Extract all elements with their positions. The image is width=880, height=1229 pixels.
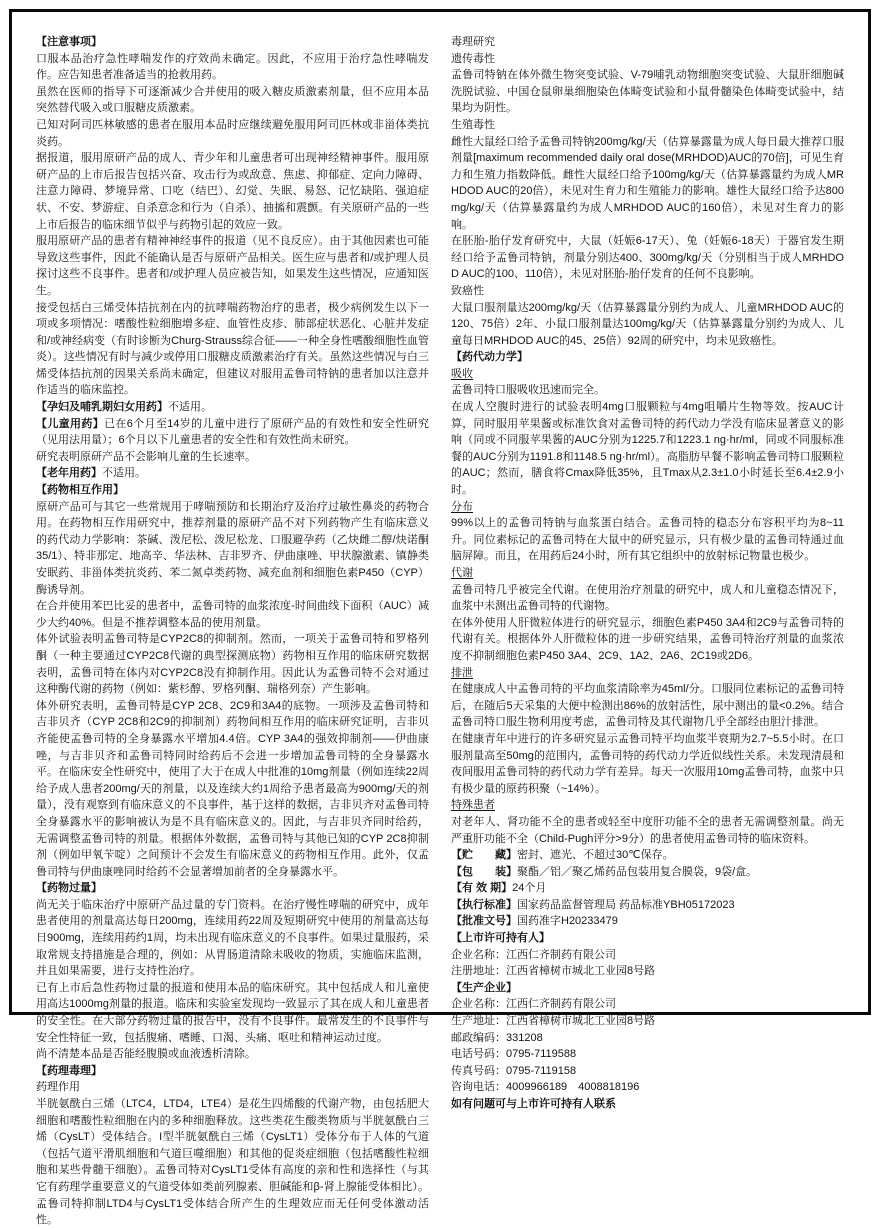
- text-content: 生产地址：江西省樟树市城北工业园8号路: [451, 1015, 656, 1028]
- text-content: 注册地址：江西省樟树市城北工业园8号路: [451, 965, 656, 978]
- text-content: 分布: [451, 500, 473, 513]
- underlined-sub-heading: [451, 499, 844, 516]
- section-heading: [451, 930, 844, 947]
- text-content: 99%以上的孟鲁司特钠与血浆蛋白结合。孟鲁司特的稳态分布容积平均为8~11升。同位素标记的孟鲁司特在大鼠中的研究显示，只有极少量的孟鲁司特通过血脑屏障。而且，在用药后24小时，所有其它组织中的放射标记物量也极少。: [451, 517, 844, 563]
- paragraph: [451, 615, 844, 665]
- paragraph: [36, 1096, 429, 1229]
- paragraph: [451, 1079, 844, 1096]
- paragraph: [36, 698, 429, 881]
- bracket-heading-label: 【贮 藏】: [451, 849, 517, 862]
- text-content: 传真号码：0795-7119158: [451, 1064, 577, 1077]
- paragraph: [451, 947, 844, 964]
- text-content: 遗传毒性: [451, 52, 495, 65]
- paragraph: [36, 233, 429, 299]
- sub-heading: [451, 117, 844, 134]
- paragraph: [36, 117, 429, 150]
- paragraph: [36, 897, 429, 980]
- text-content: 在合并使用苯巴比妥的患者中，孟鲁司特的血浆浓度-时间曲线下面积（AUC）减少大约40%。但是不推荐调整本品的使用剂量。: [36, 600, 429, 629]
- text-content: 不适用。: [102, 467, 146, 480]
- labeled-field: [451, 847, 844, 864]
- paragraph: [451, 1046, 844, 1063]
- paragraph: [36, 980, 429, 1046]
- labeled-field: [36, 416, 429, 449]
- paragraph: [36, 598, 429, 631]
- paragraph: [451, 996, 844, 1013]
- labeled-field: [36, 399, 429, 416]
- paragraph: [36, 631, 429, 697]
- text-content: 接受包括白三烯受体拮抗剂在内的抗哮喘药物治疗的患者，极少病例发生以下一项或多项情况：嗜酸性粒细胞增多症、血管性皮疹、肺部症状恶化、心脏并发症和/或神经病变（有时诊断为Churg-Strauss综合征——一种全身性嗜酸细胞性血管炎）。这些情况有时与减少或停用口服糖皮质激素治疗有关。虽然这些情况与白三烯受体拮抗剂的因果关系尚未确定，但建议对服用孟鲁司特钠的患者加以注意并作适当的临床监控。: [36, 301, 429, 397]
- underlined-sub-heading: [451, 565, 844, 582]
- text-content: 大鼠口服剂量达200mg/kg/天（估算暴露量分别约为成人、儿童MRHDOD AUC的120、75倍）2年、小鼠口服剂量达100mg/kg/天（估算暴露量分别约为成人、儿童每日MRHDOD AUC的45、25倍）92周的研究中，均未见致癌性。: [451, 301, 844, 347]
- bracket-heading-label: 【药物过量】: [36, 882, 102, 895]
- text-content: 电话号码：0795-7119588: [451, 1048, 577, 1061]
- text-content: 吸收: [451, 367, 473, 380]
- bracket-heading-label: 【老年用药】: [36, 467, 102, 480]
- text-content: 原研产品可与其它一些常规用于哮喘预防和长期治疗及治疗过敏性鼻炎的药物合用。在药物相互作用研究中，推荐剂量的原研产品不对下列药物产生有临床意义的药代动力学影响：茶碱、泼尼松、泼尼松龙、口服避孕药（乙炔雌二醇/炔诺酮35/1）、特非那定、地高辛、华法林、吉非罗齐、伊曲康唑、甲状腺激素、镇静类安眠药、非甾体类抗炎药、苯二氮卓类药物、减充血剂和细胞色素P450（CYP）酶诱导剂。: [36, 500, 429, 596]
- labeled-field: [451, 913, 844, 930]
- text-content: 国家药品监督管理局 药品标准YBH05172023: [517, 898, 735, 911]
- text-content: 国药准字H20233479: [517, 915, 618, 928]
- text-content: 尚不清楚本品是否能经腹膜或血液透析清除。: [36, 1048, 256, 1061]
- text-content: 在体外使用人肝微粒体进行的研究显示，细胞色素P450 3A4和2C9与孟鲁司特的代谢有关。根据体外人肝微粒体的进一步研究结果，孟鲁司特治疗剂量的血浆浓度不抑制细胞色素P450 3A4、2C9、1A2、2A6、2C19或2D6。: [451, 616, 844, 662]
- text-content: 口服本品治疗急性哮喘发作的疗效尚未确定。因此，不应用于治疗急性哮喘发作。应告知患者准备适当的抢救用药。: [36, 52, 429, 82]
- text-content: 孟鲁司特几乎被完全代谢。在使用治疗剂量的研究中，成人和儿童稳态情况下，血浆中未测出孟鲁司特的代谢物。: [451, 583, 844, 613]
- paragraph: [451, 731, 844, 797]
- text-content: 24个月: [512, 882, 547, 895]
- text-content: 体外研究表明，孟鲁司特是CYP 2C8、2C9和3A4的底物。一项涉及孟鲁司特和吉非贝齐（CYP 2C8和2C9的抑制剂）药物间相互作用的临床研究证明，吉非贝齐能使孟鲁司特的全身暴露水平增加4.4倍。CYP 3A4的强效抑制剂——伊曲康唑，与吉非贝齐和孟鲁司特同时给药后不会进一步增加孟鲁司特的全身暴露水平。在临床安全性研究中，使用了大于在成人中批准的10mg剂量（例如连续22周给予成人患者200mg/天的剂量，以及连续大约1周给予患者最高为900mg/天的剂量），没有观察到有临床意义的不良事件，基于这样的数据，吉非贝齐对孟鲁司特全身暴露水平的影响被认为是不具有临床意义的。因此，与吉非贝齐同时给药，无需调整孟鲁司特的剂量。根据体外数据，孟鲁司特与其他已知的CYP 2C8抑制剂（例如甲氧苄啶）之间预计不会发生有临床意义的药物相互作用。此外，仅孟鲁司特与伊曲康唑同时给药不会显著增加前者的全身暴露水平。: [36, 699, 429, 878]
- text-content: 生殖毒性: [451, 118, 495, 131]
- paragraph: [451, 399, 844, 499]
- paragraph: [36, 499, 429, 599]
- section-heading: [36, 880, 429, 897]
- paragraph: [36, 1046, 429, 1063]
- bracket-heading-label: 【上市许可持有人】: [451, 932, 550, 945]
- text-content: 在健康成人中孟鲁司特的平均血浆清除率为45ml/分。口服同位素标记的孟鲁司特后，在随后5天采集的大便中检测出86%的放射活性，尿中测出的量<0.2%。结合孟鲁司特口服生物利用度考虑，孟鲁司特及其代谢物几乎全部经由胆汁排泄。: [451, 683, 844, 729]
- text-content: 孟鲁司特口服吸收迅速而完全。: [451, 384, 605, 397]
- right-column: [451, 34, 844, 1113]
- text-content: 密封、遮光、不超过30℃保存。: [517, 849, 674, 862]
- notice-line: [451, 1096, 844, 1113]
- text-content: 虽然在医师的指导下可逐渐减少合并使用的吸入糖皮质激素剂量，但不应用本品突然替代吸入或口服糖皮质激素。: [36, 85, 429, 115]
- text-content: 已在6个月至14岁的儿童中进行了原研产品的有效性和安全性研究（见用法用量）；6个月以下儿童患者的安全性和有效性尚未研究。: [36, 417, 429, 447]
- section-heading: [451, 349, 844, 366]
- labeled-field: [36, 465, 429, 482]
- text-content: 在健康青年中进行的许多研究显示孟鲁司特平均血浆半衰期为2.7~5.5小时。在口服剂量高至50mg的范围内，孟鲁司特的药代动力学近似线性关系。未发现清晨和夜间服用孟鲁司特的药代动力学有差异。每天一次服用10mg孟鲁司特，血浆中只有极少量的原药积聚（~14%）。: [451, 732, 844, 795]
- paragraph: [451, 1013, 844, 1030]
- paragraph: [451, 515, 844, 565]
- text-content: 对老年人、肾功能不全的患者或轻至中度肝功能不全的患者无需调整剂量。尚无严重肝功能不全（Child-Pugh评分>9分）的患者使用孟鲁司特的临床资料。: [451, 815, 844, 845]
- paragraph: [451, 67, 844, 117]
- paragraph: [451, 1030, 844, 1047]
- bracket-heading-label: 【药代动力学】: [451, 351, 528, 364]
- text-content: 致癌性: [451, 284, 484, 297]
- left-column: [36, 34, 429, 1229]
- text-content: 毒理研究: [451, 36, 495, 48]
- text-content: 服用原研产品的患者有精神神经事件的报道（见不良反应）。由于其他因素也可能导致这些事件，因此不能确认是否与原研产品相关。医生应与患者和/或护理人员探讨这些不良事件。患者和/或护理人员应被告知，如果发生这些情况，应通知医生。: [36, 235, 429, 297]
- text-content: 孟鲁司特钠在体外微生物突变试验、V-79哺乳动物细胞突变试验、大鼠肝细胞碱洗脱试验、中国仓鼠卵巢细胞染色体畸变试验和小鼠骨髓染色体畸变试验中，结果均为阴性。: [451, 69, 844, 115]
- bracket-heading-label: 【注意事项】: [36, 36, 102, 48]
- bracket-heading-label: 【药物相互作用】: [36, 484, 124, 497]
- text-content: 咨询电话：4009966189 4008818196: [451, 1081, 640, 1094]
- sub-heading: [36, 1079, 429, 1096]
- paragraph: [451, 814, 844, 847]
- underlined-sub-heading: [451, 366, 844, 383]
- text-content: 在成人空腹时进行的试验表明4mg口服颗粒与4mg咀嚼片生物等效。按AUC计算，同时服用苹果酱或标准饮食对孟鲁司特的药代动力学没有临床显著意义的影响（同或不同服苹果酱的AUC分别为1225.7和1223.1 ng·hr/ml，同或不同服标准餐的AUC分别为1191.8和1148.5 ng·hr/ml）。高脂肪早餐不影响孟鲁司特口服颗粒的AUC；然而，膳食将Cmax降低35%，且Tmax从2.3±1.0小时延长至6.4±2.9小时。: [451, 401, 844, 497]
- labeled-field: [451, 897, 844, 914]
- bracket-heading-label: 【批准文号】: [451, 915, 517, 928]
- text-content: 特殊患者: [451, 799, 495, 812]
- text-content: 代谢: [451, 567, 473, 579]
- paragraph: [451, 134, 844, 234]
- paragraph: [36, 449, 429, 466]
- bracket-heading-label: 【执行标准】: [451, 898, 517, 911]
- paragraph: [451, 681, 844, 731]
- text-content: 已知对阿司匹林敏感的患者在服用本品时应继续避免服用阿司匹林或非甾体类抗炎药。: [36, 118, 429, 148]
- bracket-heading-label: 【孕妇及哺乳期妇女用药】: [36, 401, 168, 414]
- section-heading: [451, 980, 844, 997]
- paragraph: [451, 300, 844, 350]
- paragraph: [451, 1063, 844, 1080]
- text-content: 已有上市后急性药物过量的报道和使用本品的临床研究。其中包括成人和儿童使用高达1000mg剂量的报道。临床和实验室发现均一致显示了其在成人和儿童患者的安全性。在大部分药物过量的报告中，没有不良事件。最常发生的不良事件与安全性特征一致，包括腹痛、嗜睡、口渴、头痛、呕吐和精神运动过度。: [36, 981, 429, 1044]
- text-content: 研究表明原研产品不会影响儿童的生长速率。: [36, 450, 256, 463]
- text-content: 如有问题可与上市许可持有人联系: [451, 1098, 616, 1110]
- text-content: 企业名称：江西仁齐制药有限公司: [451, 998, 616, 1011]
- section-heading: [36, 1063, 429, 1080]
- text-content: 邮政编码：331208: [451, 1031, 543, 1044]
- text-content: 不适用。: [168, 401, 212, 414]
- two-column-layout: [36, 34, 844, 1229]
- sub-heading: [451, 51, 844, 68]
- bracket-heading-label: 【药理毒理】: [36, 1064, 102, 1077]
- section-heading: [36, 482, 429, 499]
- labeled-field: [451, 880, 844, 897]
- paragraph: [36, 300, 429, 400]
- text-content: 半胱氨酰白三烯（LTC4，LTD4，LTE4）是花生四烯酸的代谢产物，由包括肥大细胞和嗜酸性粒细胞在内的多种细胞释放。这些类花生酸类物质与半胱氨酰白三烯（CysLT）受体结合。I型半胱氨酰白三烯（CysLT1）受体分布于人体的气道（包括气道平滑肌细胞和气道巨噬细胞）和其他的促炎症细胞（包括嗜酸性粒细胞和某些骨髓干细胞）。孟鲁司特对CysLT1受体有高度的亲和性和选择性（与其它有药理学重要意义的气道受体如类前列腺素、胆碱能和β-肾上腺能受体相比）。孟鲁司特抑制LTD4与CysLT1受体结合所产生的生理效应而无任何受体激动活性。: [36, 1098, 429, 1227]
- bracket-heading-label: 【有 效 期】: [451, 882, 513, 895]
- text-content: 体外试验表明孟鲁司特是CYP2C8的抑制剂。然而，一项关于孟鲁司特和罗格列酮（一种主要通过CYP2C8代谢的典型探测底物）药物相互作用的临床研究数据表明，孟鲁司特在体内对CYP2C8没有抑制作用。因此认为孟鲁司特不会对通过这种酶代谢的药物（例如：紫杉醇、罗格列酮、瑞格列奈）产生影响。: [36, 633, 429, 696]
- paragraph: [451, 382, 844, 399]
- text-content: 雌性大鼠经口给予孟鲁司特钠200mg/kg/天（估算暴露量为成人每日最大推荐口服剂量[maximum recommended daily oral dose(MRHDOD)AUC的70倍]，可见生育力和生殖力指数降低。雌性大鼠经口给予100mg/kg/天（估算暴露量约为成人MRHDOD AUC的20倍），未见对生育力和生殖能力的影响。雄性大鼠经口给予达800mg/kg/天（估算暴露量约为成人MRHDOD AUC的160倍），未见对生育力的影响。: [451, 135, 844, 231]
- bracket-heading-label: 【生产企业】: [451, 981, 517, 994]
- underlined-sub-heading: [451, 797, 844, 814]
- paragraph: [451, 963, 844, 980]
- text-content: 尚无关于临床治疗中原研产品过量的专门资料。在治疗慢性哮喘的研究中，成年患者使用的剂量高达每日200mg，连续用药22周及短期研究中使用的剂量高达每日900mg，连续用药约1周，均未出现有临床意义的不良事件。如果过量服药，采取常规支持措施是合理的，例如：从胃肠道清除未吸收的物质，实施临床监测，并且如果需要，进行支持性治疗。: [36, 898, 429, 978]
- text-content: 药理作用: [36, 1081, 80, 1094]
- sub-heading: [451, 283, 844, 300]
- underlined-sub-heading: [451, 665, 844, 682]
- text-content: 据报道，服用原研产品的成人、青少年和儿童患者可出现神经精神事件。服用原研产品的上市后报告包括兴奋、攻击行为或敌意、焦虑、抑郁症、定向力障碍、注意力障碍、梦境异常、口吃（结巴）、幻觉、失眠、易怒、记忆缺陷、强迫症状、不安、梦游症、自杀意念和行为（自杀）、抽搐和震颤。有关原研产品的一些上市后报告的临床细节似乎与药物引起的效应一致。: [36, 152, 429, 231]
- paragraph: [36, 84, 429, 117]
- text-content: 聚酯／铝／聚乙烯药品包装用复合膜袋，9袋/盒。: [517, 865, 758, 878]
- sub-heading: [451, 34, 844, 51]
- section-heading: [36, 34, 429, 51]
- text-content: 排泄: [451, 666, 473, 679]
- bracket-heading-label: 【儿童用药】: [36, 417, 105, 430]
- paragraph: [451, 582, 844, 615]
- text-content: 在胚胎-胎仔发育研究中，大鼠（妊娠6-17天）、兔（妊娠6-18天）于器官发生期经口给予孟鲁司特钠，剂量分别达400、300mg/kg/天（分别相当于成人MRHDOD AUC的100、110倍），未见对胚胎-胎仔发育的任何不良影响。: [451, 235, 844, 281]
- labeled-field: [451, 864, 844, 881]
- page-border-frame: [9, 9, 871, 1227]
- text-content: 企业名称：江西仁齐制药有限公司: [451, 948, 616, 961]
- paragraph: [36, 150, 429, 233]
- paragraph: [451, 233, 844, 283]
- bracket-heading-label: 【包 装】: [451, 865, 517, 878]
- paragraph: [36, 51, 429, 84]
